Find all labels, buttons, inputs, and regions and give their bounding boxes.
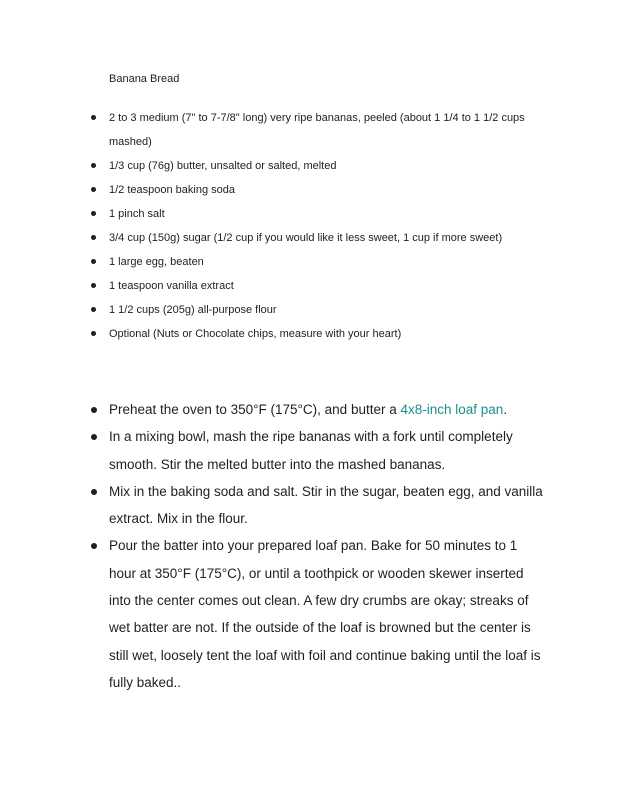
ingredient-item: 1/3 cup (76g) butter, unsalted or salted, melted — [91, 154, 541, 178]
step-1-end: . — [503, 402, 508, 417]
ingredient-item: 1 1/2 cups (205g) all-purpose flour — [91, 298, 541, 322]
instruction-step-3: Mix in the baking soda and salt. Stir in the sugar, beaten egg, and vanilla extract. Mix in the flour. — [91, 478, 546, 533]
ingredient-item: Optional (Nuts or Chocolate chips, measure with your heart) — [91, 322, 541, 346]
ingredients-list — [91, 106, 541, 346]
instructions-list — [91, 396, 546, 696]
ingredient-item: 1 pinch salt — [91, 202, 541, 226]
ingredient-item: 1 large egg, beaten — [91, 250, 541, 274]
ingredient-item: 3/4 cup (150g) sugar (1/2 cup if you would like it less sweet, 1 cup if more sweet) — [91, 226, 541, 250]
loaf-pan-link[interactable]: 4x8-inch loaf pan — [400, 402, 504, 417]
ingredient-item: 2 to 3 medium (7" to 7-7/8" long) very ripe bananas, peeled (about 1 1/4 to 1 1/2 cups mashed) — [91, 106, 541, 154]
step-1-text: Preheat the oven to 350°F (175°C), and butter a — [109, 402, 401, 417]
ingredient-item: 1/2 teaspoon baking soda — [91, 178, 541, 202]
instruction-step-1 — [91, 396, 546, 423]
recipe-title: Banana Bread — [109, 73, 180, 85]
ingredient-item: 1 teaspoon vanilla extract — [91, 274, 541, 298]
instruction-step-2: In a mixing bowl, mash the ripe bananas with a fork until completely smooth. Stir the melted butter into the mashed bananas. — [91, 423, 546, 478]
instruction-step-4: Pour the batter into your prepared loaf pan. Bake for 50 minutes to 1 hour at 350°F (175°C), or until a toothpick or wooden skewer inserted into the center comes out clean. A few dry crumbs are okay; streaks of wet batter are not. If the outside of the loaf is browned but the center is still wet, loosely tent the loaf with foil and continue baking until the loaf is fully baked.. — [91, 532, 546, 696]
